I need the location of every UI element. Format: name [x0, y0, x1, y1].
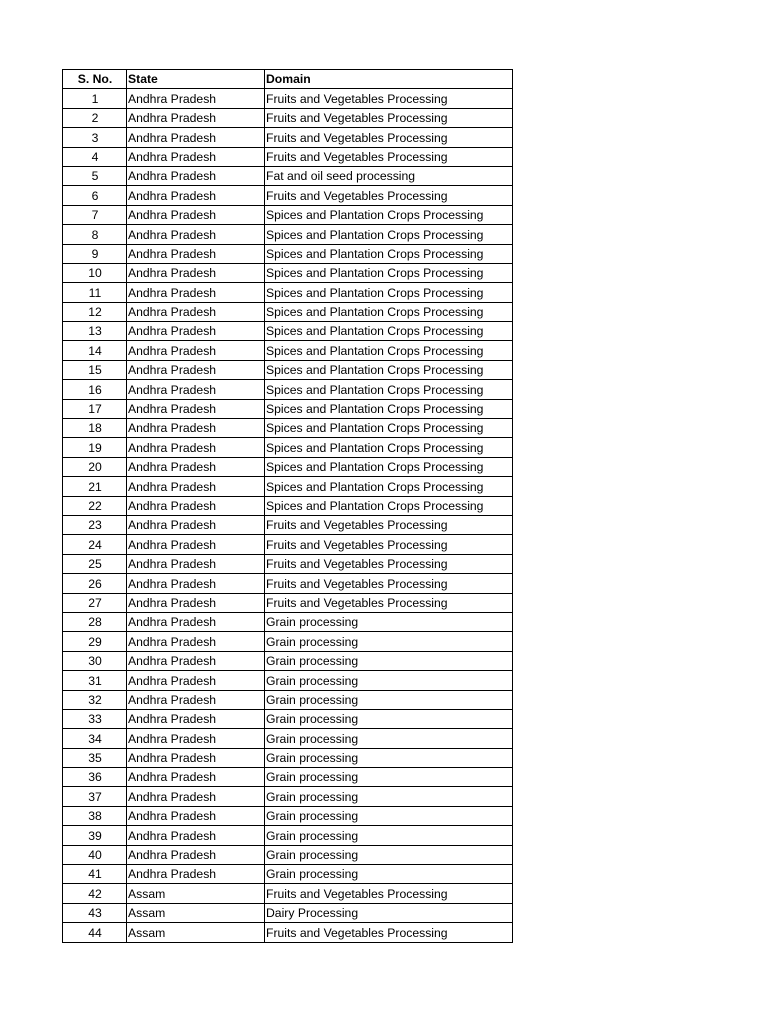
table-row: [63, 612, 513, 631]
cell-domain: Spices and Plantation Crops Processing: [265, 302, 513, 321]
cell-domain: Grain processing: [265, 612, 513, 631]
cell-domain: Grain processing: [265, 651, 513, 670]
cell-state: Andhra Pradesh: [127, 341, 265, 360]
table-row: [63, 651, 513, 670]
table-row: [63, 903, 513, 922]
cell-state: Assam: [127, 884, 265, 903]
cell-state: Andhra Pradesh: [127, 554, 265, 573]
cell-sno: 41: [63, 865, 127, 884]
cell-state: Andhra Pradesh: [127, 690, 265, 709]
table-row: [63, 205, 513, 224]
cell-domain: Spices and Plantation Crops Processing: [265, 457, 513, 476]
table-row: [63, 554, 513, 573]
cell-state: Andhra Pradesh: [127, 593, 265, 612]
cell-sno: 34: [63, 729, 127, 748]
cell-sno: 30: [63, 651, 127, 670]
cell-domain: Fruits and Vegetables Processing: [265, 535, 513, 554]
table-row: [63, 457, 513, 476]
cell-state: Andhra Pradesh: [127, 709, 265, 728]
cell-sno: 32: [63, 690, 127, 709]
table-row: [63, 128, 513, 147]
cell-state: Andhra Pradesh: [127, 225, 265, 244]
table-row: [63, 671, 513, 690]
cell-domain: Fruits and Vegetables Processing: [265, 186, 513, 205]
cell-state: Andhra Pradesh: [127, 89, 265, 108]
cell-domain: Spices and Plantation Crops Processing: [265, 341, 513, 360]
header-sno: S. No.: [63, 70, 127, 89]
cell-sno: 27: [63, 593, 127, 612]
cell-domain: Spices and Plantation Crops Processing: [265, 244, 513, 263]
table-row: [63, 632, 513, 651]
table-row: [63, 166, 513, 185]
table-row: [63, 147, 513, 166]
cell-domain: Fruits and Vegetables Processing: [265, 593, 513, 612]
cell-sno: 21: [63, 477, 127, 496]
cell-sno: 25: [63, 554, 127, 573]
cell-state: Assam: [127, 923, 265, 942]
cell-sno: 8: [63, 225, 127, 244]
cell-domain: Fruits and Vegetables Processing: [265, 128, 513, 147]
cell-state: Andhra Pradesh: [127, 244, 265, 263]
cell-state: Andhra Pradesh: [127, 768, 265, 787]
cell-domain: Grain processing: [265, 709, 513, 728]
cell-state: Andhra Pradesh: [127, 515, 265, 534]
cell-state: Andhra Pradesh: [127, 283, 265, 302]
header-domain: Domain: [265, 70, 513, 89]
cell-domain: Grain processing: [265, 632, 513, 651]
cell-state: Andhra Pradesh: [127, 574, 265, 593]
cell-state: Andhra Pradesh: [127, 322, 265, 341]
cell-sno: 15: [63, 360, 127, 379]
cell-domain: Spices and Plantation Crops Processing: [265, 205, 513, 224]
cell-domain: Spices and Plantation Crops Processing: [265, 477, 513, 496]
cell-state: Andhra Pradesh: [127, 477, 265, 496]
cell-domain: Grain processing: [265, 826, 513, 845]
cell-state: Andhra Pradesh: [127, 457, 265, 476]
cell-sno: 11: [63, 283, 127, 302]
table-row: [63, 923, 513, 942]
cell-domain: Grain processing: [265, 865, 513, 884]
cell-sno: 42: [63, 884, 127, 903]
table-row: [63, 89, 513, 108]
cell-state: Andhra Pradesh: [127, 166, 265, 185]
cell-state: Andhra Pradesh: [127, 128, 265, 147]
cell-domain: Spices and Plantation Crops Processing: [265, 380, 513, 399]
cell-state: Andhra Pradesh: [127, 399, 265, 418]
table-row: [63, 244, 513, 263]
cell-state: Andhra Pradesh: [127, 496, 265, 515]
data-table: [62, 69, 513, 943]
table-row: [63, 515, 513, 534]
cell-state: Andhra Pradesh: [127, 380, 265, 399]
cell-sno: 4: [63, 147, 127, 166]
cell-domain: Spices and Plantation Crops Processing: [265, 399, 513, 418]
cell-domain: Grain processing: [265, 671, 513, 690]
cell-sno: 43: [63, 903, 127, 922]
cell-state: Andhra Pradesh: [127, 108, 265, 127]
cell-state: Andhra Pradesh: [127, 360, 265, 379]
cell-sno: 9: [63, 244, 127, 263]
cell-sno: 36: [63, 768, 127, 787]
cell-sno: 29: [63, 632, 127, 651]
cell-domain: Spices and Plantation Crops Processing: [265, 360, 513, 379]
cell-state: Andhra Pradesh: [127, 787, 265, 806]
cell-sno: 13: [63, 322, 127, 341]
table-row: [63, 748, 513, 767]
cell-state: Andhra Pradesh: [127, 651, 265, 670]
cell-state: Andhra Pradesh: [127, 671, 265, 690]
cell-domain: Fruits and Vegetables Processing: [265, 147, 513, 166]
cell-state: Andhra Pradesh: [127, 263, 265, 282]
table-row: [63, 186, 513, 205]
table-row: [63, 535, 513, 554]
cell-sno: 3: [63, 128, 127, 147]
cell-sno: 26: [63, 574, 127, 593]
cell-state: Andhra Pradesh: [127, 147, 265, 166]
header-state: State: [127, 70, 265, 89]
table-row: [63, 690, 513, 709]
cell-domain: Fruits and Vegetables Processing: [265, 554, 513, 573]
cell-sno: 5: [63, 166, 127, 185]
cell-domain: Grain processing: [265, 806, 513, 825]
table-row: [63, 419, 513, 438]
table-row: [63, 283, 513, 302]
cell-sno: 7: [63, 205, 127, 224]
table-row: [63, 787, 513, 806]
cell-domain: Fruits and Vegetables Processing: [265, 923, 513, 942]
cell-domain: Spices and Plantation Crops Processing: [265, 419, 513, 438]
cell-state: Andhra Pradesh: [127, 729, 265, 748]
cell-state: Assam: [127, 903, 265, 922]
table-row: [63, 729, 513, 748]
cell-domain: Fruits and Vegetables Processing: [265, 574, 513, 593]
cell-domain: Fruits and Vegetables Processing: [265, 884, 513, 903]
cell-state: Andhra Pradesh: [127, 612, 265, 631]
table-row: [63, 225, 513, 244]
table-row: [63, 302, 513, 321]
cell-sno: 19: [63, 438, 127, 457]
cell-sno: 22: [63, 496, 127, 515]
cell-sno: 12: [63, 302, 127, 321]
cell-domain: Spices and Plantation Crops Processing: [265, 263, 513, 282]
table-row: [63, 826, 513, 845]
cell-state: Andhra Pradesh: [127, 865, 265, 884]
table-row: [63, 884, 513, 903]
table-row: [63, 263, 513, 282]
cell-state: Andhra Pradesh: [127, 632, 265, 651]
cell-sno: 35: [63, 748, 127, 767]
cell-sno: 28: [63, 612, 127, 631]
table-row: [63, 380, 513, 399]
table-row: [63, 574, 513, 593]
cell-domain: Grain processing: [265, 787, 513, 806]
cell-sno: 24: [63, 535, 127, 554]
cell-state: Andhra Pradesh: [127, 845, 265, 864]
cell-state: Andhra Pradesh: [127, 186, 265, 205]
header-row: [63, 70, 513, 89]
table-row: [63, 341, 513, 360]
cell-domain: Grain processing: [265, 768, 513, 787]
cell-domain: Fruits and Vegetables Processing: [265, 515, 513, 534]
cell-domain: Spices and Plantation Crops Processing: [265, 225, 513, 244]
cell-domain: Fat and oil seed processing: [265, 166, 513, 185]
cell-domain: Grain processing: [265, 748, 513, 767]
table-row: [63, 709, 513, 728]
table-row: [63, 593, 513, 612]
table-row: [63, 360, 513, 379]
cell-state: Andhra Pradesh: [127, 806, 265, 825]
cell-domain: Fruits and Vegetables Processing: [265, 89, 513, 108]
table-body: [63, 89, 513, 942]
cell-sno: 16: [63, 380, 127, 399]
cell-domain: Spices and Plantation Crops Processing: [265, 283, 513, 302]
cell-domain: Spices and Plantation Crops Processing: [265, 322, 513, 341]
cell-sno: 44: [63, 923, 127, 942]
cell-state: Andhra Pradesh: [127, 205, 265, 224]
cell-sno: 10: [63, 263, 127, 282]
table-row: [63, 438, 513, 457]
table-row: [63, 865, 513, 884]
table-row: [63, 477, 513, 496]
cell-sno: 14: [63, 341, 127, 360]
cell-sno: 1: [63, 89, 127, 108]
cell-state: Andhra Pradesh: [127, 535, 265, 554]
cell-state: Andhra Pradesh: [127, 302, 265, 321]
cell-state: Andhra Pradesh: [127, 748, 265, 767]
table-row: [63, 322, 513, 341]
cell-domain: Grain processing: [265, 729, 513, 748]
cell-state: Andhra Pradesh: [127, 826, 265, 845]
cell-sno: 17: [63, 399, 127, 418]
cell-domain: Dairy Processing: [265, 903, 513, 922]
cell-sno: 33: [63, 709, 127, 728]
table-row: [63, 768, 513, 787]
cell-state: Andhra Pradesh: [127, 419, 265, 438]
cell-domain: Spices and Plantation Crops Processing: [265, 496, 513, 515]
cell-state: Andhra Pradesh: [127, 438, 265, 457]
cell-sno: 37: [63, 787, 127, 806]
table-row: [63, 108, 513, 127]
cell-domain: Spices and Plantation Crops Processing: [265, 438, 513, 457]
table-row: [63, 845, 513, 864]
cell-domain: Grain processing: [265, 845, 513, 864]
cell-sno: 23: [63, 515, 127, 534]
cell-sno: 6: [63, 186, 127, 205]
cell-sno: 39: [63, 826, 127, 845]
cell-sno: 40: [63, 845, 127, 864]
cell-sno: 20: [63, 457, 127, 476]
cell-domain: Grain processing: [265, 690, 513, 709]
cell-sno: 2: [63, 108, 127, 127]
cell-sno: 31: [63, 671, 127, 690]
cell-sno: 38: [63, 806, 127, 825]
cell-domain: Fruits and Vegetables Processing: [265, 108, 513, 127]
cell-sno: 18: [63, 419, 127, 438]
table-row: [63, 496, 513, 515]
table-row: [63, 399, 513, 418]
table-row: [63, 806, 513, 825]
